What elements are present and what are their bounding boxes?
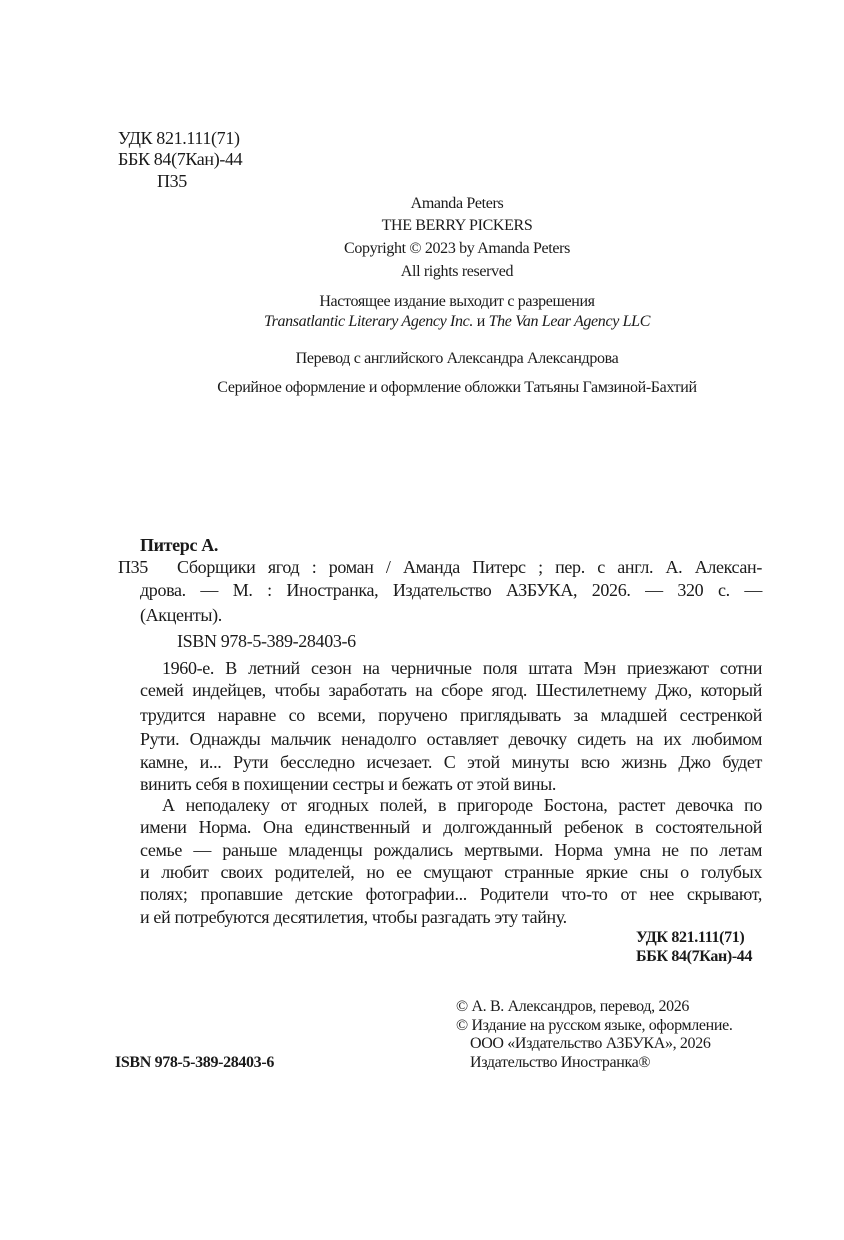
original-copyright: Copyright © 2023 by Amanda Peters (344, 240, 570, 257)
annotation-line: и любит своих родителей, но ее смущают странные яркие сны о голубых (140, 862, 762, 882)
catalog-author-heading: Питерс А. (140, 535, 219, 555)
annotation-line: 1960-е. В летний сезон на черничные поля штата Мэн приезжают сотни (162, 658, 762, 678)
agency-2: The Van Lear Agency LLC (488, 313, 651, 330)
annotation-line: семей индейцев, чтобы заработать на сборе ягод. Шестилетнему Джо, который (140, 680, 762, 700)
bottom-isbn: ISBN 978-5-389-28403-6 (115, 1054, 274, 1071)
catalog-line: Сборщики ягод : роман / Аманда Питерс ; пер. с англ. А. Алексан- (177, 557, 762, 577)
annotation-line: А неподалеку от ягодных полей, в пригороде Бостона, растет девочка по (162, 795, 762, 815)
catalog-line: (Акценты). (140, 605, 222, 625)
author-mark: П35 (157, 171, 187, 191)
annotation-line: и ей потребуются десятилетия, чтобы разгадать эту тайну. (140, 907, 567, 927)
annotation-line: Рути. Однажды мальчик ненадолго оставляет девочку сидеть на их любимом (140, 729, 762, 749)
agency-1: Transatlantic Literary Agency Inc. (263, 313, 474, 330)
annotation-line: винить себя в похищении сестры и бежать от этой вины. (140, 774, 557, 794)
copyright-line: © Издание на русском языке, оформление. (456, 1017, 733, 1034)
annotation-line: имени Норма. Она единственный и долгожданный ребенок в состоятельной (140, 817, 762, 837)
catalog-line: дрова. — М. : Иностранка, Издательство АЗБУКА, 2026. — 320 с. — (140, 580, 762, 600)
conjunction: и (473, 313, 489, 330)
catalog-isbn: ISBN 978-5-389-28403-6 (177, 631, 356, 651)
udk-code: УДК 821.111(71) (118, 128, 240, 148)
agencies-line (0, 311, 844, 333)
annotation-line: камне, и... Рути бесследно исчезает. С этой минуты всю жизнь Джо будет (140, 752, 762, 772)
permission-line: Настоящее издание выходит с разрешения (319, 293, 595, 310)
annotation-line: полях; пропавшие детские фотографии... Родители что-то от нее скрывают, (140, 884, 762, 904)
design-credit: Серийное оформление и оформление обложки Татьяны Гамзиной-Бахтий (217, 379, 697, 396)
annotation-line: семье — раньше младенцы рождались мертвыми. Норма умна не по летам (140, 840, 762, 860)
translation-credit: Перевод с английского Александра Александрова (295, 350, 619, 367)
annotation-line: трудится наравне со всеми, поручено приглядывать за младшей сестренкой (140, 705, 762, 725)
footer-udk: УДК 821.111(71) (636, 929, 745, 946)
footer-bbk: ББК 84(7Кан)-44 (636, 948, 753, 965)
rights-reserved: All rights reserved (400, 263, 514, 280)
copyright-line: © А. В. Александров, перевод, 2026 (456, 998, 690, 1015)
copyright-line: ООО «Издательство АЗБУКА», 2026 (470, 1035, 711, 1052)
catalog-mark: П35 (118, 557, 148, 577)
bbk-code: ББК 84(7Кан)-44 (118, 149, 243, 169)
original-author: Amanda Peters (410, 195, 504, 212)
copyright-line: Издательство Иностранка® (470, 1054, 651, 1071)
original-title: THE BERRY PICKERS (381, 217, 533, 234)
